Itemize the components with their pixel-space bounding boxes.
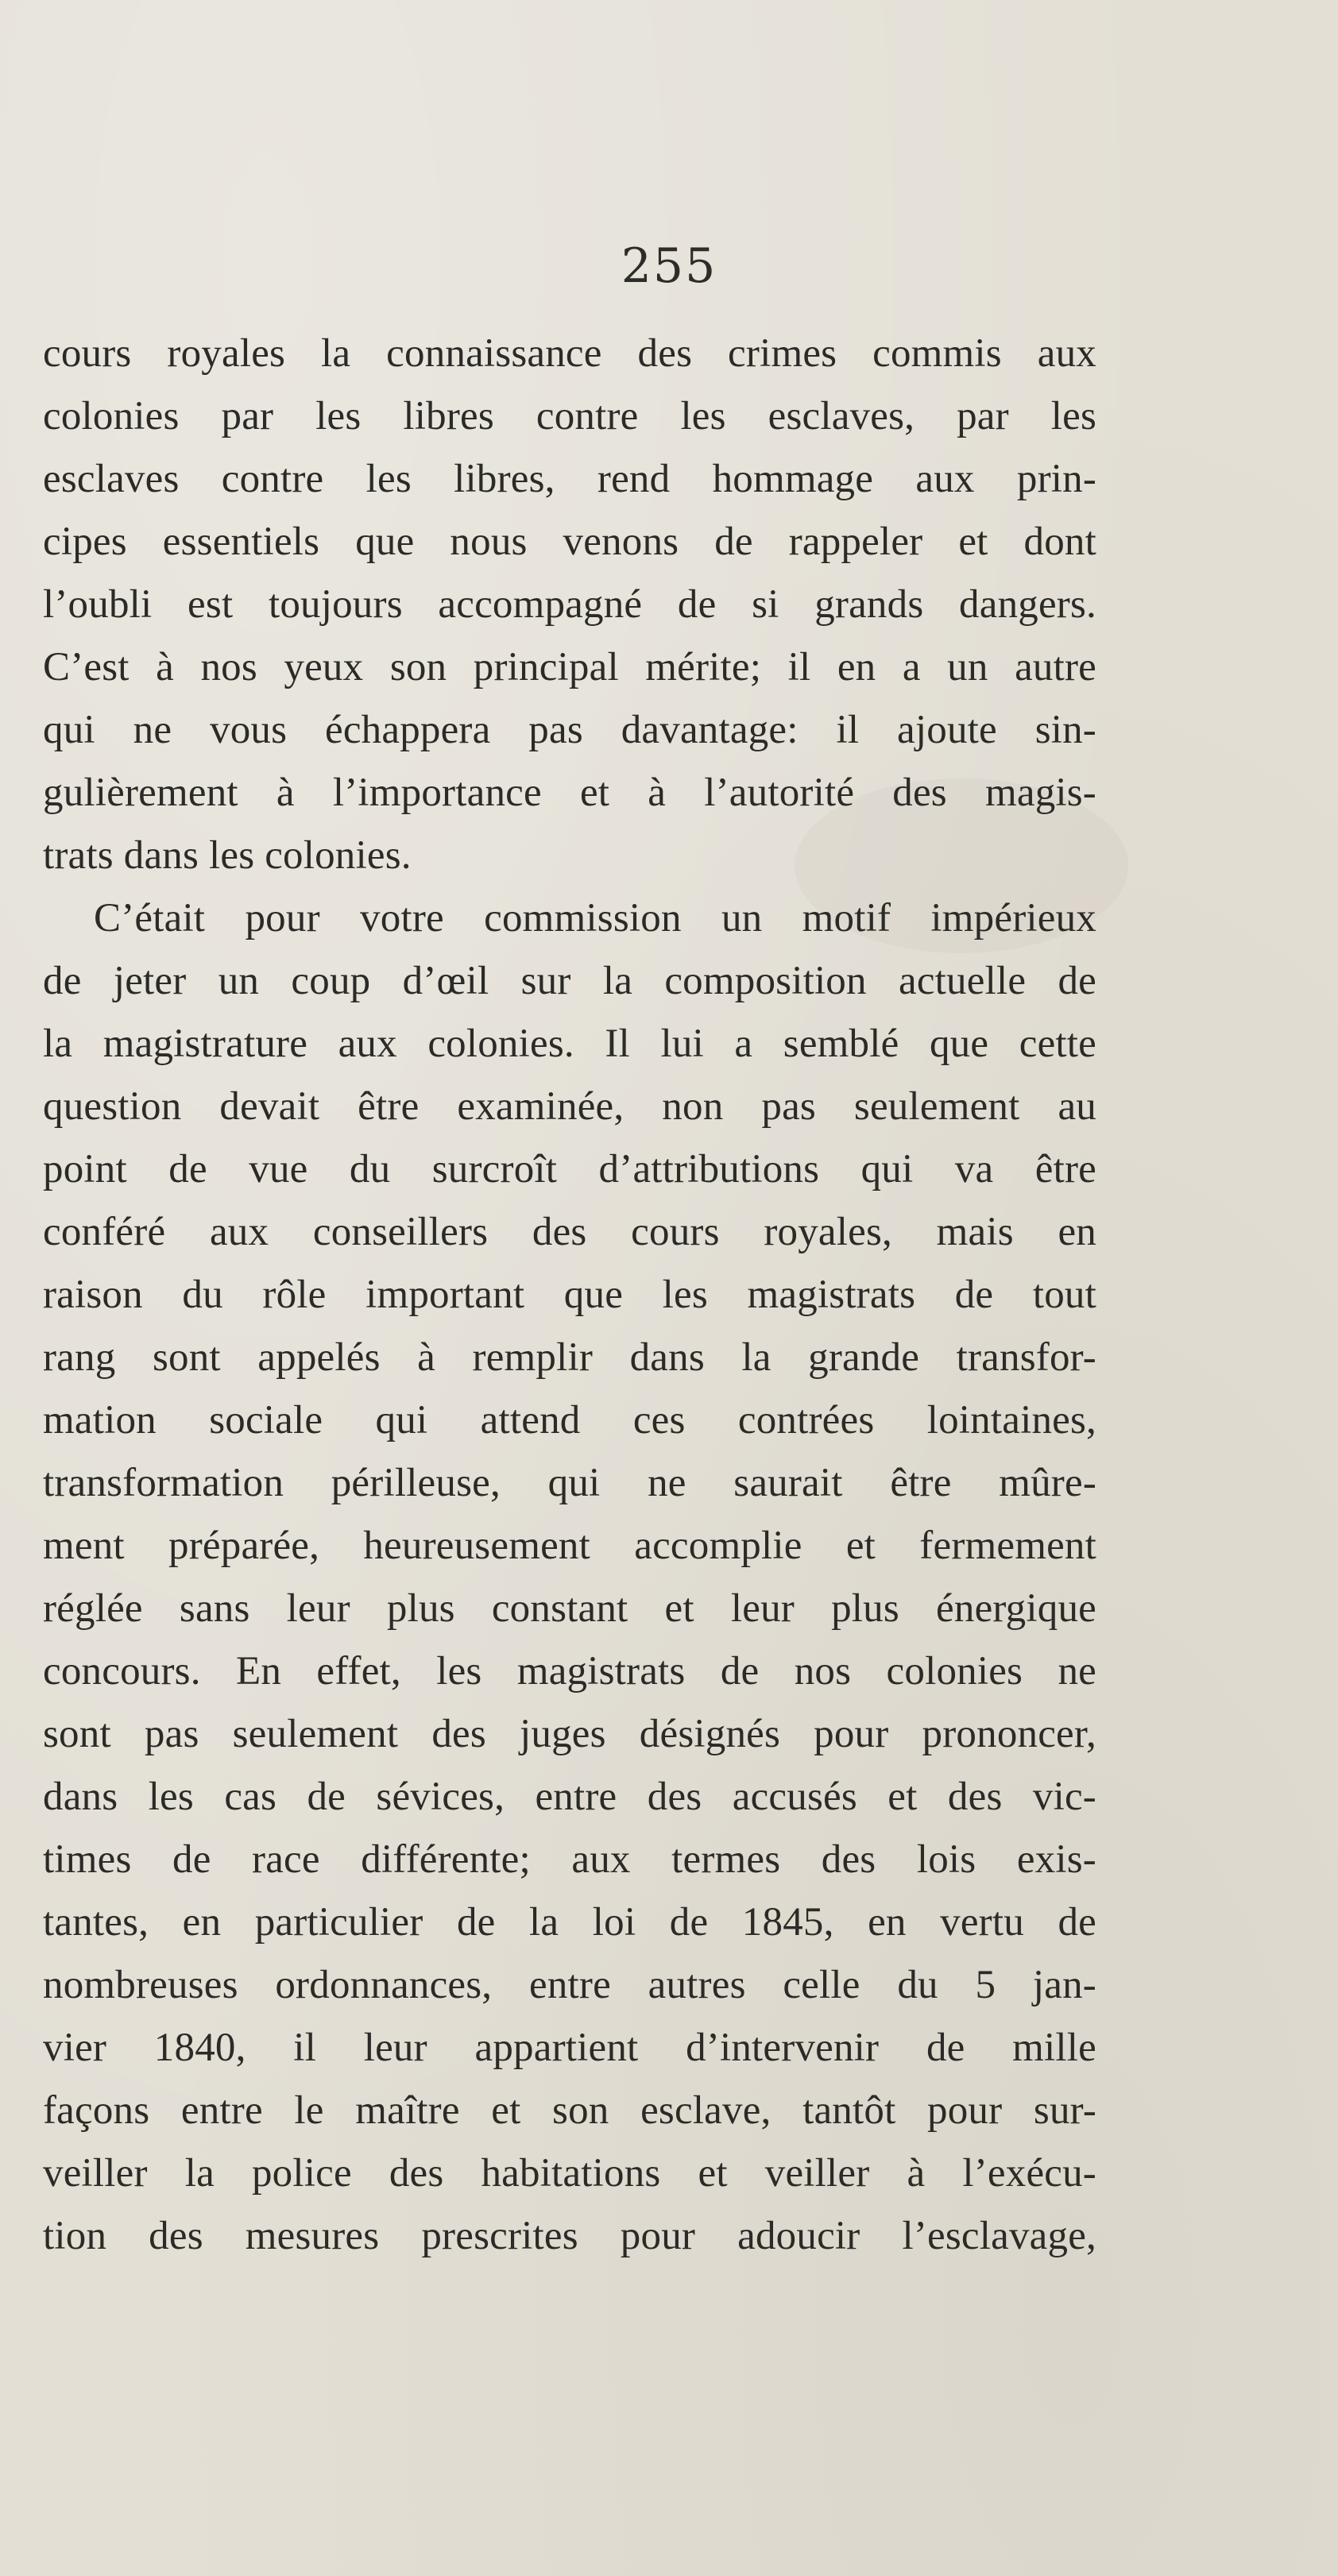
text-line: point de vue du surcroît d’attributions qui va être <box>43 1147 1096 1191</box>
text-line: esclaves contre les libres, rend hommage aux prin- <box>43 457 1096 501</box>
text-line: la magistrature aux colonies. Il lui a semblé que cette <box>43 1022 1096 1066</box>
text-line: times de race différente; aux termes des lois exis- <box>43 1837 1096 1882</box>
text-line: cipes essentiels que nous venons de rappeler et dont <box>43 519 1096 564</box>
text-line: tion des mesures prescrites pour adoucir l’esclavage, <box>43 2214 1096 2258</box>
text-line: l’oubli est toujours accompagné de si grands dangers. <box>43 582 1096 627</box>
text-line: C’est à nos yeux son principal mérite; il en a un autre <box>43 645 1096 689</box>
text-line: conféré aux conseillers des cours royales, mais en <box>43 1210 1096 1254</box>
page-number: 255 <box>621 238 717 294</box>
text-line: tantes, en particulier de la loi de 1845, en vertu de <box>43 1900 1096 1945</box>
text-line: façons entre le maître et son esclave, tantôt pour sur- <box>43 2088 1096 2133</box>
text-line: rang sont appelés à remplir dans la grande transfor- <box>43 1335 1096 1380</box>
paragraph-end-line: trats dans les colonies. <box>43 833 412 878</box>
text-line: vier 1840, il leur appartient d’intervenir de mille <box>43 2026 1096 2070</box>
text-line: dans les cas de sévices, entre des accusés et des vic- <box>43 1775 1096 1819</box>
text-line: colonies par les libres contre les esclaves, par les <box>43 394 1096 438</box>
text-line: ment préparée, heureusement accomplie et fermement <box>43 1524 1096 1568</box>
text-line: transformation périlleuse, qui ne saurait être mûre- <box>43 1461 1096 1505</box>
body-text <box>43 322 1096 2268</box>
text-line: qui ne vous échappera pas davantage: il ajoute sin- <box>43 708 1096 752</box>
text-line: nombreuses ordonnances, entre autres celle du 5 jan- <box>43 1963 1096 2007</box>
text-line: gulièrement à l’importance et à l’autorité des magis- <box>43 770 1096 815</box>
text-line: mation sociale qui attend ces contrées lointaines, <box>43 1398 1096 1442</box>
text-line: question devait être examinée, non pas seulement au <box>43 1084 1096 1129</box>
text-line: réglée sans leur plus constant et leur plus énergique <box>43 1586 1096 1631</box>
paragraph-start-line: C’était pour votre commission un motif impérieux <box>94 896 1096 940</box>
text-line: raison du rôle important que les magistrats de tout <box>43 1273 1096 1317</box>
text-line: de jeter un coup d’œil sur la composition actuelle de <box>43 959 1096 1003</box>
text-line: cours royales la connaissance des crimes commis aux <box>43 331 1096 376</box>
text-line: concours. En effet, les magistrats de nos colonies ne <box>43 1649 1096 1694</box>
text-line: veiller la police des habitations et veiller à l’exécu- <box>43 2151 1096 2196</box>
text-line: sont pas seulement des juges désignés pour prononcer, <box>43 1712 1096 1756</box>
